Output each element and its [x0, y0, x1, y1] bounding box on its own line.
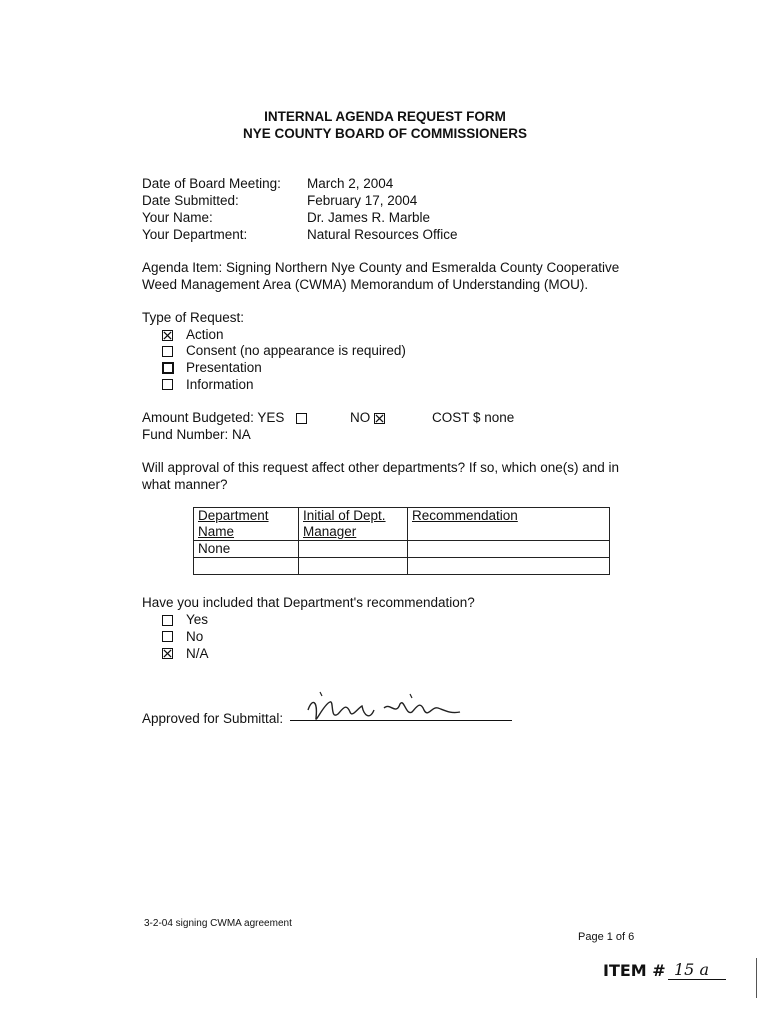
header-manager: Manager	[303, 524, 357, 539]
cost-value: COST $ none	[432, 410, 515, 425]
table-header-cell	[408, 508, 610, 541]
department-value: Natural Resources Office	[307, 227, 458, 242]
information-label: Information	[186, 377, 254, 392]
table-header-row	[194, 508, 610, 541]
presentation-label: Presentation	[186, 360, 262, 375]
table-row	[194, 541, 610, 558]
action-label: Action	[186, 327, 224, 342]
page-edge-mark	[756, 958, 757, 998]
budget-no-checkbox[interactable]	[374, 413, 385, 424]
header-recommendation: Recommendation	[412, 508, 518, 523]
rec-no-label: No	[186, 629, 204, 644]
date-submitted-label: Date Submitted:	[142, 193, 239, 208]
rec-no-checkbox[interactable]	[162, 631, 173, 642]
signature-scribble	[300, 690, 470, 730]
table-cell	[408, 558, 610, 575]
budget-yes-checkbox[interactable]	[296, 413, 307, 424]
table-cell	[194, 558, 299, 575]
agenda-item-line1: Agenda Item: Signing Northern Nye County and Esmeralda County Cooperative	[142, 260, 620, 275]
date-submitted-value: February 17, 2004	[307, 193, 418, 208]
your-name-value: Dr. James R. Marble	[307, 210, 431, 225]
presentation-checkbox[interactable]	[162, 362, 174, 374]
file-note: 3-2-04 signing CWMA agreement	[144, 918, 292, 929]
request-type-label: Type of Request:	[142, 310, 245, 325]
check-x-icon	[375, 414, 384, 423]
table-row	[194, 558, 610, 575]
fund-number: Fund Number: NA	[142, 427, 251, 442]
header-initial: Initial of Dept.	[303, 508, 386, 523]
information-checkbox[interactable]	[162, 379, 173, 390]
item-number-label: ITEM #	[603, 961, 666, 980]
rec-na-label: N/A	[186, 646, 209, 661]
approved-label: Approved for Submittal:	[142, 711, 284, 726]
table-cell	[408, 541, 610, 558]
action-checkbox[interactable]	[162, 330, 173, 341]
meeting-date-label: Date of Board Meeting:	[142, 176, 281, 191]
departments-question-line1: Will approval of this request affect other departments? If so, which one(s) and in	[142, 460, 619, 475]
check-x-icon	[163, 649, 172, 658]
rec-yes-checkbox[interactable]	[162, 615, 173, 626]
budget-no-label: NO	[350, 410, 371, 425]
table-header-cell	[299, 508, 408, 541]
table-cell	[299, 541, 408, 558]
your-name-label: Your Name:	[142, 210, 213, 225]
agenda-item-line2: Weed Management Area (CWMA) Memorandum of Understanding (MOU).	[142, 277, 589, 292]
header-name: Name	[198, 524, 235, 539]
rec-yes-label: Yes	[186, 612, 209, 627]
check-x-icon	[163, 331, 172, 340]
amount-budgeted-label: Amount Budgeted: YES	[142, 410, 285, 425]
rec-na-checkbox[interactable]	[162, 648, 173, 659]
item-number-value: 15 a	[668, 960, 726, 980]
table-cell	[299, 558, 408, 575]
header-department: Department	[198, 508, 269, 523]
department-table	[193, 507, 610, 575]
meeting-date-value: March 2, 2004	[307, 176, 394, 191]
consent-label: Consent (no appearance is required)	[186, 343, 406, 358]
consent-checkbox[interactable]	[162, 346, 173, 357]
table-header-cell	[194, 508, 299, 541]
form-title-line2: NYE COUNTY BOARD OF COMMISSIONERS	[242, 126, 528, 141]
table-cell: None	[194, 541, 299, 558]
form-title-line1: INTERNAL AGENDA REQUEST FORM	[264, 109, 506, 124]
department-label: Your Department:	[142, 227, 248, 242]
page-number: Page 1 of 6	[578, 931, 635, 943]
departments-question-line2: what manner?	[142, 477, 228, 492]
recommendation-question: Have you included that Department's recommendation?	[142, 595, 475, 610]
